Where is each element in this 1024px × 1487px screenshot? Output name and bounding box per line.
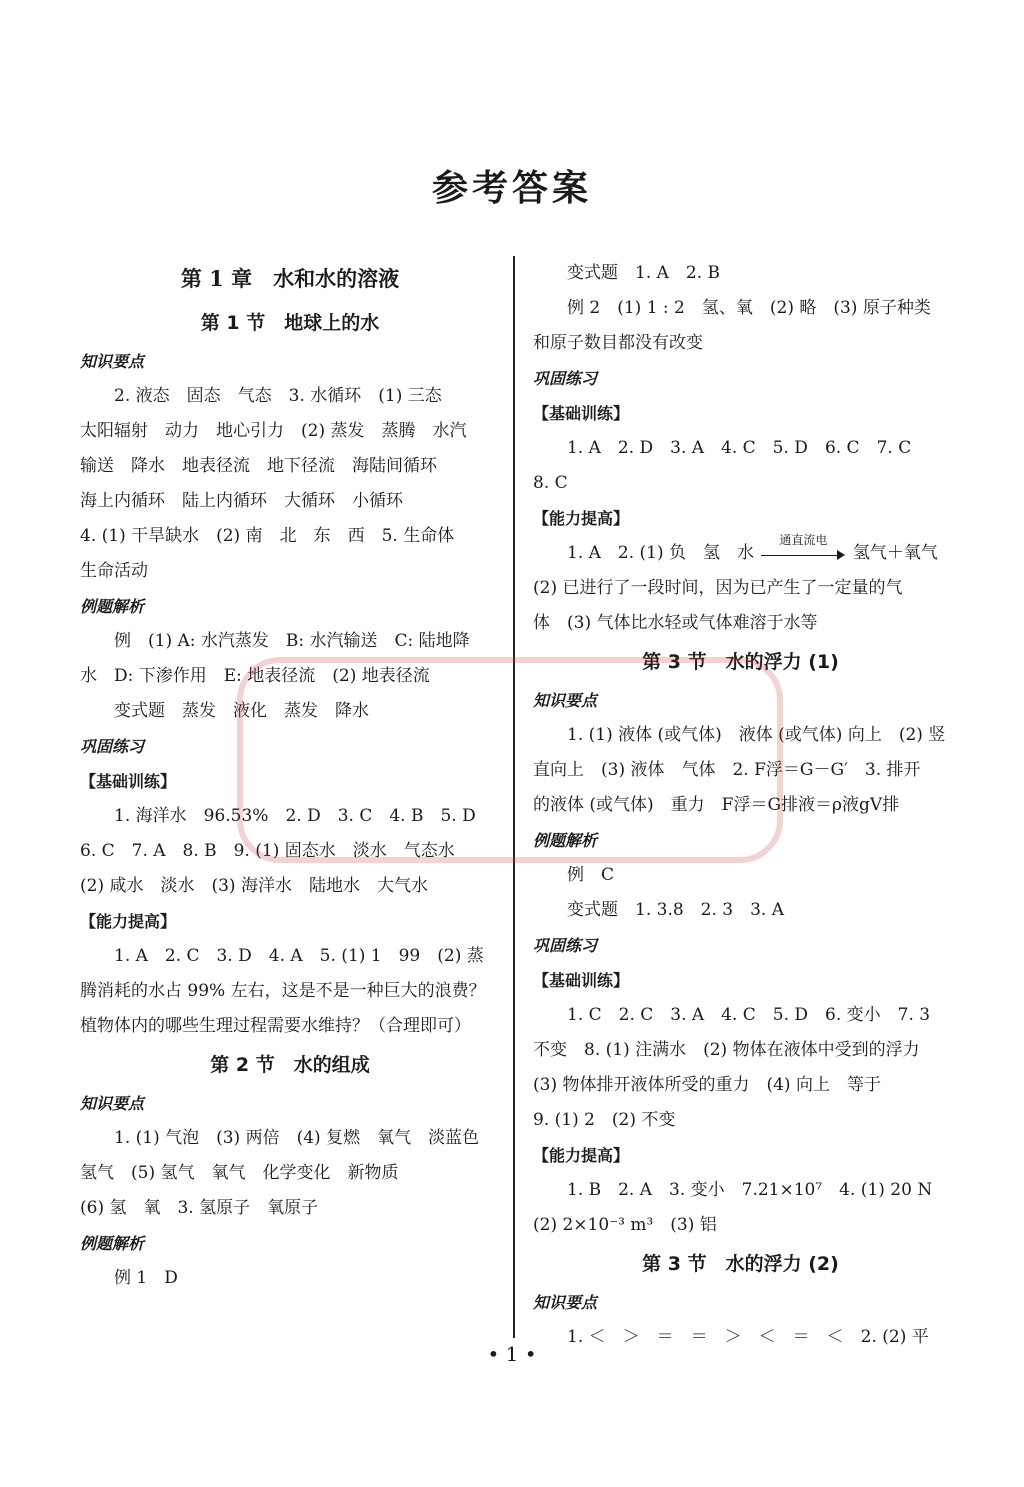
text-line: 和原子数目都没有改变 — [533, 333, 703, 353]
subheading: 巩固练习 — [533, 936, 598, 955]
text-line: 1. A 2. D 3. A 4. C 5. D 6. C 7. C — [567, 438, 912, 458]
arrow-condition: 通直流电 — [779, 532, 828, 547]
text-line: 海上内循环 陆上内循环 大循环 小循环 — [80, 491, 403, 511]
subheading: 知识要点 — [80, 352, 145, 371]
text-line: 8. C — [533, 473, 568, 493]
text-line: 9. (1) 2 (2) 不变 — [533, 1110, 676, 1130]
text-line: 变式题 蒸发 液化 蒸发 降水 — [114, 701, 369, 721]
subheading: 知识要点 — [533, 691, 598, 710]
text-fragment: 1. A 2. (1) 负 氢 水 — [567, 543, 755, 563]
text-line: 2. 液态 固态 气态 3. 水循环 (1) 三态 — [114, 386, 442, 406]
subheading: 例题解析 — [80, 597, 145, 616]
subheading: 巩固练习 — [533, 369, 598, 388]
text-line: 例 1 D — [114, 1268, 178, 1288]
text-line: (2) 咸水 淡水 (3) 海洋水 陆地水 大气水 — [80, 876, 428, 896]
text-line: 直向上 (3) 液体 气体 2. F浮＝G－G′ 3. 排开 — [533, 760, 921, 780]
text-line: 6. C 7. A 8. B 9. (1) 固态水 淡水 气态水 — [80, 841, 455, 861]
arrow-line — [761, 555, 839, 556]
section-heading: 第 3 节 水的浮力 (2) — [642, 1253, 839, 1275]
bracket-heading: 【基础训练】 — [533, 404, 630, 423]
text-line: 腾消耗的水占 99% 左右，这是不是一种巨大的浪费？ — [80, 981, 486, 1001]
section-heading: 第 2 节 水的组成 — [210, 1054, 370, 1076]
text-line: 1. A 2. C 3. D 4. A 5. (1) 1 99 (2) 蒸 — [114, 946, 484, 966]
arrow-head-icon — [837, 550, 845, 560]
text-line: 水 D: 下渗作用 E: 地表径流 (2) 地表径流 — [80, 666, 430, 686]
bracket-heading: 【基础训练】 — [533, 971, 630, 990]
text-line: 的液体 (或气体) 重力 F浮＝G排液＝ρ液gV排 — [533, 795, 900, 815]
right-column — [533, 256, 948, 1355]
text-line: (6) 氢 氧 3. 氢原子 氧原子 — [80, 1198, 319, 1218]
text-fragment: 氢气＋氧气 — [852, 543, 938, 563]
left-column — [80, 256, 500, 1296]
text-line: (2) 已进行了一段时间，因为已产生了一定量的气 — [533, 578, 903, 598]
section-heading: 第 1 节 地球上的水 — [200, 312, 380, 334]
reaction-line — [533, 532, 948, 571]
text-line: 例 2 (1) 1 : 2 氢、氧 (2) 略 (3) 原子种类 — [567, 298, 931, 318]
text-line: 例 (1) A: 水汽蒸发 B: 水汽输送 C: 陆地降 — [114, 631, 470, 651]
text-line: 1. ＜ ＞ ＝ ＝ ＞ ＜ ＝ ＜ 2. (2) 平 — [567, 1327, 929, 1347]
chapter-heading: 第 1 章 水和水的溶液 — [180, 266, 400, 291]
text-line: (3) 物体排开液体所受的重力 (4) 向上 等于 — [533, 1075, 881, 1095]
text-line: 1. C 2. C 3. A 4. C 5. D 6. 变小 7. 3 — [567, 1005, 931, 1025]
page-title: 参考答案 — [431, 168, 592, 209]
text-line: 1. (1) 液体 (或气体) 液体 (或气体) 向上 (2) 竖 — [567, 725, 946, 745]
text-line: (2) 2×10⁻³ m³ (3) 铝 — [533, 1215, 717, 1235]
text-line: 变式题 1. 3.8 2. 3 3. A — [567, 900, 784, 920]
subheading: 知识要点 — [533, 1293, 598, 1312]
bracket-heading: 【能力提高】 — [80, 912, 177, 931]
text-line: 1. (1) 气泡 (3) 两倍 (4) 复燃 氧气 淡蓝色 — [114, 1128, 480, 1148]
section-heading: 第 3 节 水的浮力 (1) — [642, 651, 839, 673]
bracket-heading: 【能力提高】 — [533, 509, 630, 528]
column-divider — [513, 256, 515, 1338]
subheading: 例题解析 — [80, 1234, 145, 1253]
text-line: 例 C — [567, 865, 615, 885]
text-line: 不变 8. (1) 注满水 (2) 物体在液体中受到的浮力 — [533, 1040, 920, 1060]
text-line: 太阳辐射 动力 地心引力 (2) 蒸发 蒸腾 水汽 — [80, 421, 467, 441]
subheading: 知识要点 — [80, 1094, 145, 1113]
text-line: 输送 降水 地表径流 地下径流 海陆间循环 — [80, 456, 437, 476]
text-line: 植物体内的哪些生理过程需要水维持？（合理即可） — [80, 1016, 471, 1036]
subheading: 例题解析 — [533, 831, 598, 850]
reaction-arrow — [761, 532, 845, 563]
text-line: 4. (1) 干旱缺水 (2) 南 北 东 西 5. 生命体 — [80, 526, 455, 546]
subheading: 巩固练习 — [80, 737, 145, 756]
text-line: 变式题 1. A 2. B — [567, 263, 721, 283]
text-line: 体 (3) 气体比水轻或气体难溶于水等 — [533, 613, 818, 633]
text-line: 氢气 (5) 氢气 氧气 化学变化 新物质 — [80, 1163, 399, 1183]
page-number: • 1 • — [487, 1342, 537, 1366]
bracket-heading: 【能力提高】 — [533, 1146, 630, 1165]
text-line: 生命活动 — [80, 561, 148, 581]
text-line: 1. 海洋水 96.53% 2. D 3. C 4. B 5. D — [114, 806, 476, 826]
bracket-heading: 【基础训练】 — [80, 772, 177, 791]
text-line: 1. B 2. A 3. 变小 7.21×10⁷ 4. (1) 20 N — [567, 1180, 933, 1200]
